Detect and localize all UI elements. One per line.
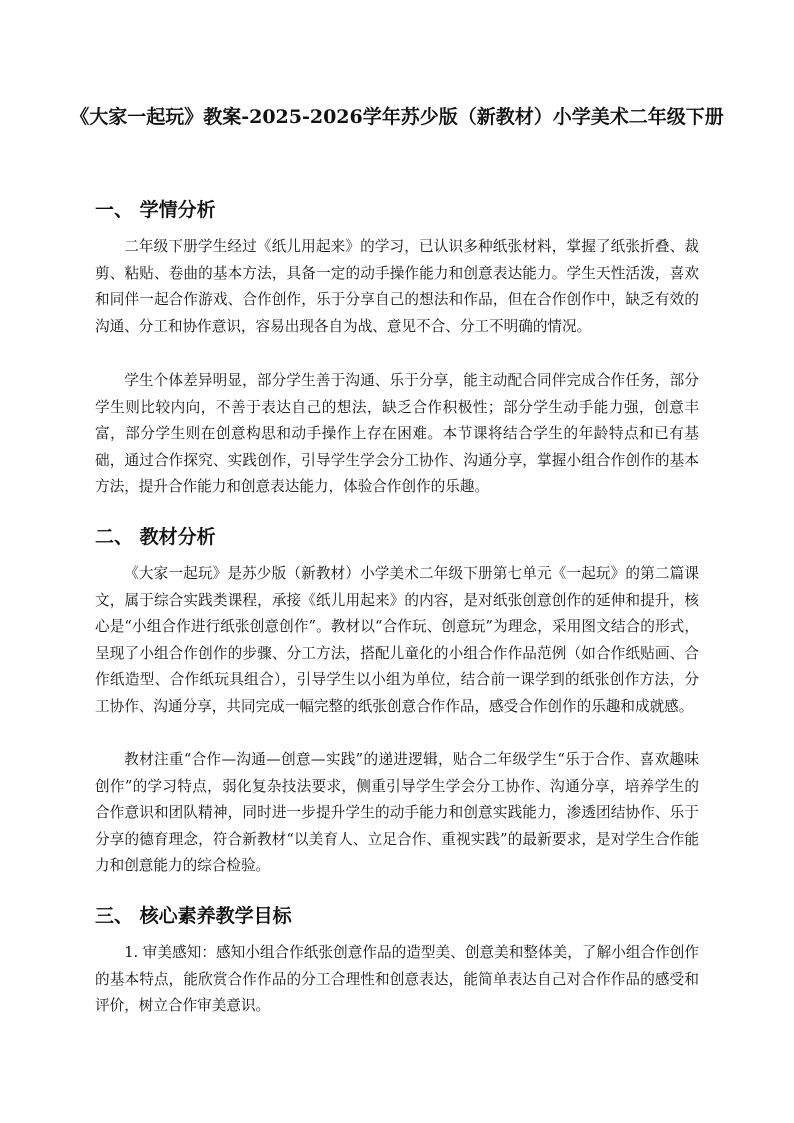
paragraph: 学生个体差异明显，部分学生善于沟通、乐于分享，能主动配合同伴完成合作任务，部分学生则比较内向，不善于表达自己的想法，缺乏合作积极性；部分学生动手能力强，创意丰富，部分学生则在创意构思和动手操作上存在困难。本节课将结合学生的年龄特点和已有基础，通过合作探究、实践创作，引导学生学会分工协作、沟通分享，掌握小组合作创作的基本方法，提升合作能力和创意表达能力，体验合作创作的乐趣。 <box>95 372 699 495</box>
paragraph: 1. 审美感知：感知小组合作纸张创意作品的造型美、创意美和整体美，了解小组合作创作的基本特点，能欣赏合作作品的分工合理性和创意表达，能简单表达自己对合作作品的感受和评价，树立合作审美意识。 <box>95 944 699 1014</box>
section-heading-learning-analysis: 一、 学情分析 <box>95 199 216 221</box>
section-heading-core-objectives: 三、 核心素养教学目标 <box>95 905 292 927</box>
paragraph: 教材注重“合作—沟通—创意—实践”的递进逻辑，贴合二年级学生“乐于合作、喜欢趣味创作”的学习特点，弱化复杂技法要求，侧重引导学生学会分工协作、沟通分享，培养学生的合作意识和团队精神，同时进一步提升学生的动手能力和创意实践能力，渗透团结协作、乐于分享的德育理念，符合新教材“以美育人、立足合作、重视实践”的最新要求，是对学生合作能力和创意能力的综合检验。 <box>95 751 699 874</box>
document-title: 《大家一起玩》教案-2025-2026学年苏少版（新教材）小学美术二年级下册 <box>70 106 724 128</box>
paragraph: 《大家一起玩》是苏少版（新教材）小学美术二年级下册第七单元《一起玩》的第二篇课文，属于综合实践类课程，承接《纸儿用起来》的内容，是对纸张创意创作的延伸和提升，核心是“小组合作进行纸张创意创作”。教材以“合作玩、创意玩”为理念，采用图文结合的形式，呈现了小组合作创作的步骤、分工方法，搭配儿童化的小组合作作品范例（如合作纸贴画、合作纸造型、合作纸玩具组合），引导学生以小组为单位，结合前一课学到的纸张创作方法，分工协作、沟通分享，共同完成一幅完整的纸张创意合作作品，感受合作创作的乐趣和成就感。 <box>95 565 699 715</box>
section-heading-textbook-analysis: 二、 教材分析 <box>95 526 216 548</box>
paragraph: 二年级下册学生经过《纸儿用起来》的学习，已认识多种纸张材料，掌握了纸张折叠、裁剪、粘贴、卷曲的基本方法，具备一定的动手操作能力和创意表达能力。学生天性活泼，喜欢和同伴一起合作游戏、合作创作，乐于分享自己的想法和作品，但在合作创作中，缺乏有效的沟通、分工和协作意识，容易出现各自为战、意见不合、分工不明确的情况。 <box>95 238 699 335</box>
